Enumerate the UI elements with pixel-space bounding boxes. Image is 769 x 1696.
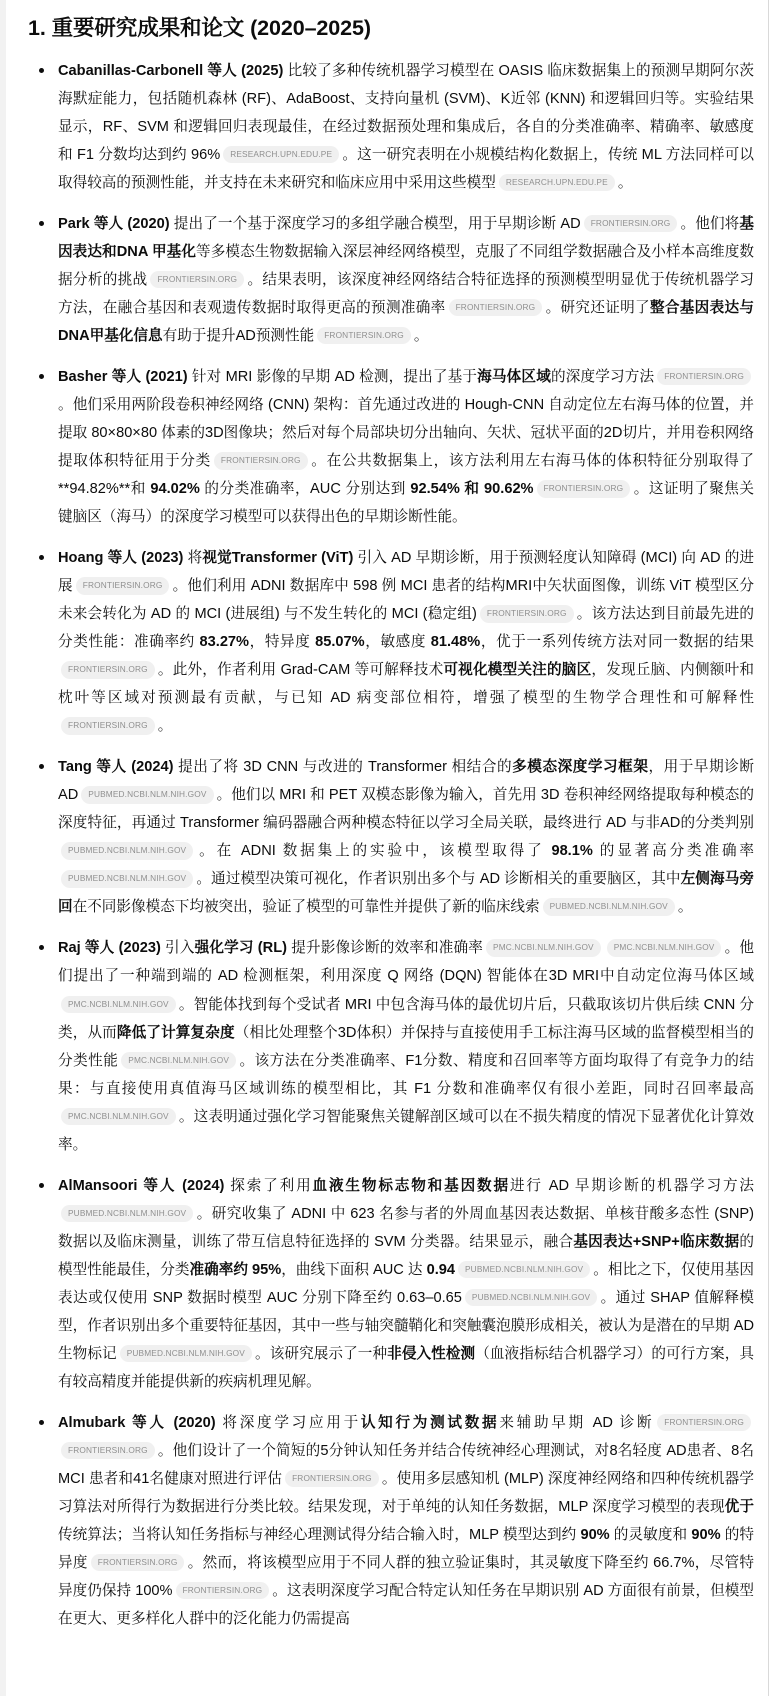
entry-author: Hoang 等人 (2023) (58, 550, 184, 567)
citation-badge[interactable]: RESEARCH.UPN.EDU.PE (499, 174, 615, 191)
entry-author: Basher 等人 (2021) (58, 369, 188, 386)
citation-badge[interactable]: PMC.NCBI.NLM.NIH.GOV (121, 1052, 236, 1069)
entry-text: 等多模态生物数据输入深层神经网络模型，克服了不同组学数据融合及小样本高维度数据分析的挑战 (58, 244, 754, 289)
entry-text: ，用于早期诊断 AD (58, 759, 754, 804)
entry-metric: 85.07% (315, 634, 365, 651)
entry-text: 提出了一个基于深度学习的多组学融合模型，用于早期诊断 AD (169, 216, 581, 233)
entry-paragraph (58, 940, 754, 1152)
viewport-clip-edge (6, 1682, 768, 1696)
citation-badge[interactable]: PMC.NCBI.NLM.NIH.GOV (486, 939, 601, 956)
entry-author: Tang 等人 (2024) (58, 759, 174, 776)
entry-text: 。在公共数据集上，该方法利用左右海马体的体积特征分别取得了 **94.82%**和 (58, 453, 754, 498)
entry-text: ，曲线下面积 AUC 达 (281, 1261, 427, 1278)
citation-badge[interactable]: PUBMED.NCBI.NLM.NIH.GOV (61, 870, 193, 887)
entry-emphasis: 认知行为测试数据 (360, 1414, 500, 1431)
entry-text: 。该研究展示了一种 (254, 1345, 388, 1362)
entry-text: 提出了将 3D CNN 与改进的 Transformer 相结合的 (173, 759, 513, 776)
entry-text: 。这表明通过强化学习智能聚焦关键解剖区域可以在不损失精度的情况下显著优化计算效率。 (58, 1108, 754, 1153)
entry-emphasis: 左侧海马旁回 (58, 871, 754, 916)
entry-emphasis: 多模态深度学习框架 (512, 759, 649, 776)
entry-text: 。通过模型决策可视化，作者识别出多个与 AD 诊断相关的重要脑区，其中 (196, 871, 681, 888)
entry-text: 。这表明深度学习配合特定认知任务在早期识别 AD 方面很有前景，但模型在更大、更多样化人群中的泛化能力仍需提高 (58, 1582, 754, 1627)
entry-paragraph (58, 759, 754, 915)
entry-text: 。 (677, 899, 693, 916)
entry-text: 。 (617, 175, 633, 192)
entry-text: 引入 (160, 940, 195, 957)
entry-text: 的模型性能最佳，分类 (58, 1233, 754, 1278)
entry-text: 的特异度 (58, 1526, 754, 1571)
citation-badge[interactable]: FRONTIERSIN.ORG (584, 215, 678, 232)
entry-text: 来辅助早期 AD 诊断 (499, 1414, 655, 1431)
entry-author: Cabanillas-Carbonell 等人 (2025) (58, 63, 284, 80)
list-item-cabanillas-carbonell (22, 57, 754, 197)
entry-metric: 83.27% (199, 634, 250, 651)
entry-text: 。 (413, 328, 429, 345)
entry-text: 探索了利用 (224, 1177, 313, 1194)
citation-badge[interactable]: FRONTIERSIN.ORG (657, 1414, 751, 1431)
entry-text: 将 (183, 550, 203, 567)
entry-text: 。相比之下，仅使用基因表达或仅使用 SNP 数据时模型 AUC 分别下降至约 0.63–0.65 (58, 1261, 754, 1306)
entry-text: 。该方法在分类准确率、F1分数、精度和召回率等方面均取得了有竞争力的结果：与直接使用真值海马区域训练的模型相比，其 F1 分数和准确率仅有很小差距，同时召回率最高 (58, 1052, 754, 1097)
entry-text: 。他们提出了一种端到端的 AD 检测框架，利用深度 Q 网络 (DQN) 智能体在3D MRI中自动定位海马体区域 (58, 940, 754, 985)
entry-text: 。他们将 (680, 216, 740, 233)
entry-metric: 92.54% 和 90.62% (410, 481, 534, 498)
entry-text: 。他们采用两阶段卷积神经网络 (CNN) 架构：首先通过改进的 Hough-CNN 自动定位左右海马体的位置，并提取 80×80×80 体素的3D图像块；然后对每个局部块切分出轴向、矢状、冠状平面的2D切片，并用卷积网络提取体积特征用于分类 (58, 397, 754, 470)
entry-text: ，发现丘脑、内侧额叶和枕叶等区域对预测最有贡献，与已知 AD 病变部位相符，增强了模型的生物学合理性和可解释性 (58, 662, 754, 707)
entry-text: 。 (157, 718, 173, 735)
entry-text: 。智能体找到每个受试者 MRI 中包含海马体的最优切片后，只截取该切片供后续 CNN 分类，从而 (58, 996, 754, 1041)
entry-text: ，敏感度 (364, 634, 431, 651)
entry-metric: 94.02% (150, 481, 200, 498)
entry-text: 。他们以 MRI 和 PET 双模态影像为输入，首先用 3D 卷积神经网络提取每种模态的深度特征，再通过 Transformer 编码器融合两种模态特征以学习全局关联，最终进行 AD 与非AD的分类判别 (58, 787, 754, 832)
entry-paragraph (58, 1415, 754, 1627)
citation-badge[interactable]: PMC.NCBI.NLM.NIH.GOV (607, 939, 722, 956)
entry-text: 。使用多层感知机 (MLP) 深度神经网络和四种传统机器学习算法对所得行为数据进行分类比较。结果发现，对于单纯的认知任务数据，MLP 深度学习模型的表现 (58, 1470, 754, 1515)
entry-metric: 90% (580, 1526, 610, 1543)
entry-emphasis: 视觉Transformer (ViT) (202, 550, 354, 567)
citation-badge[interactable]: FRONTIERSIN.ORG (480, 605, 574, 622)
entry-text: 的显著高分类准确率 (592, 843, 754, 860)
entry-text: 。研究收集了 ADNI 中 623 名参与者的外周血基因表达数据、单核苷酸多态性 (SNP) 数据以及临床测量，训练了带互信息特征选择的 SVM 分类器。结果显示，融合 (58, 1205, 754, 1250)
entry-text: 。他们设计了一个简短的5分钟认知任务并结合传统神经心理测试，对8名轻度 AD患者、8名 MCI 患者和41名健康对照进行评估 (58, 1442, 754, 1487)
entry-paragraph (58, 63, 754, 191)
citation-badge[interactable]: FRONTIERSIN.ORG (214, 452, 308, 469)
entry-text: 在不同影像模态下均被突出，验证了模型的可靠性并提供了新的临床线索 (72, 899, 540, 916)
entry-author: Raj 等人 (2023) (58, 940, 161, 957)
list-item-hoang (22, 544, 754, 740)
citation-badge[interactable]: PUBMED.NCBI.NLM.NIH.GOV (61, 1205, 193, 1222)
list-item-almubark (22, 1409, 754, 1633)
citation-badge[interactable]: FRONTIERSIN.ORG (91, 1554, 185, 1571)
entry-paragraph (58, 550, 754, 734)
entry-paragraph (58, 1178, 754, 1390)
entry-paragraph (58, 216, 754, 344)
citation-badge[interactable]: PUBMED.NCBI.NLM.NIH.GOV (458, 1261, 590, 1278)
entry-text: 。此外，作者利用 Grad-CAM 等可解释技术 (157, 662, 444, 679)
citation-badge[interactable]: PMC.NCBI.NLM.NIH.GOV (61, 1108, 176, 1125)
entry-author: Almubark 等人 (2020) (58, 1414, 216, 1431)
entry-text: 提升影像诊断的效率和准确率 (286, 940, 484, 957)
list-item-almansoori (22, 1172, 754, 1396)
entry-author: Park 等人 (2020) (58, 216, 170, 233)
citation-badge[interactable]: FRONTIERSIN.ORG (150, 271, 244, 288)
entry-text: 。研究还证明了 (545, 300, 650, 317)
entry-text: 。在 ADNI 数据集上的实验中，该模型取得了 (196, 843, 552, 860)
citation-badge[interactable]: FRONTIERSIN.ORG (537, 480, 631, 497)
entry-text: 针对 MRI 影像的早期 AD 检测，提出了基于 (187, 369, 478, 386)
citation-badge[interactable]: FRONTIERSIN.ORG (317, 327, 411, 344)
entry-emphasis: 整合基因表达与DNA甲基化信息 (58, 300, 754, 345)
citation-badge[interactable]: PUBMED.NCBI.NLM.NIH.GOV (81, 786, 213, 803)
entry-text: 。这一研究表明在小规模结构化数据上，传统 ML 方法同样可以取得较高的预测性能，并支持在未来研究和临床应用中采用这些模型 (58, 147, 754, 192)
entry-emphasis: 基因表达和DNA 甲基化 (58, 216, 754, 261)
citation-badge[interactable]: RESEARCH.UPN.EDU.PE (223, 146, 339, 163)
entry-text: 。然而，将该模型应用于不同人群的独立验证集时，其灵敏度下降至约 66.7%，尽管特异度仍保持 100% (58, 1554, 754, 1599)
citation-badge[interactable]: PMC.NCBI.NLM.NIH.GOV (61, 996, 176, 1013)
entry-emphasis: 强化学习 (RL) (194, 940, 287, 957)
bullet-dot-icon (39, 374, 44, 379)
citation-badge[interactable]: FRONTIERSIN.ORG (61, 661, 155, 678)
entry-emphasis: 可视化模型关注的脑区 (443, 662, 592, 679)
citation-badge[interactable]: PUBMED.NCBI.NLM.NIH.GOV (61, 842, 193, 859)
citation-badge[interactable]: FRONTIERSIN.ORG (61, 1442, 155, 1459)
entry-text: 。通过 SHAP 值解释模型，作者识别出多个重要特征基因，其中一些与轴突髓鞘化和突触囊泡膜形成相关，被认为是潜在的早期 AD 生物标记 (58, 1289, 754, 1362)
entry-author: AlMansoori 等人 (2024) (58, 1177, 225, 1194)
bullet-dot-icon (39, 1183, 44, 1188)
entry-emphasis: 降低了计算复杂度 (116, 1024, 235, 1041)
entry-text: 的分类准确率，AUC 分别达到 (199, 481, 411, 498)
entry-text: 进行 AD 早期诊断的机器学习方法 (509, 1177, 754, 1194)
entry-emphasis: 非侵入性检测 (387, 1345, 476, 1362)
entry-text: 的灵敏度和 (609, 1526, 692, 1543)
entry-metric: 98.1% (551, 843, 593, 860)
entry-metric: 81.48% (430, 634, 481, 651)
entry-text: 。他们利用 ADNI 数据库中 598 例 MCI 患者的结构MRI中矢状面图像，训练 ViT 模型区分未来会转化为 AD 的 MCI (进展组) 与不发生转化的 MCI (稳定组) (58, 578, 754, 623)
citation-badge[interactable]: FRONTIERSIN.ORG (449, 299, 543, 316)
research-entry-list (22, 57, 754, 1633)
citation-badge[interactable]: PUBMED.NCBI.NLM.NIH.GOV (543, 898, 675, 915)
citation-badge[interactable]: FRONTIERSIN.ORG (176, 1582, 270, 1599)
citation-badge[interactable]: FRONTIERSIN.ORG (285, 1470, 379, 1487)
entry-text: 。该方法达到目前最先进的分类性能：准确率约 (58, 606, 754, 651)
page-title: 1. 重要研究成果和论文 (2020–2025) (28, 16, 371, 40)
bullet-dot-icon (39, 221, 44, 226)
bullet-dot-icon (39, 555, 44, 560)
list-item-basher (22, 363, 754, 531)
citation-badge[interactable]: FRONTIERSIN.ORG (61, 717, 155, 734)
entry-text: ，优于一系列传统方法对同一数据的结果 (480, 634, 754, 651)
list-item-raj (22, 934, 754, 1158)
bullet-dot-icon (39, 1420, 44, 1425)
entry-text: ，特异度 (249, 634, 316, 651)
bullet-dot-icon (39, 68, 44, 73)
entry-text: 比较了多种传统机器学习模型在 OASIS 临床数据集上的预测早期阿尔茨海默症能力，包括随机森林 (RF)、AdaBoost、支持向量机 (SVM)、K近邻 (KNN) 和逻辑回归等。实验结果显示，RF、SVM 和逻辑回归表现最佳，在经过数据预处理和集成后，各自的分类准确率、精确率、敏感度和 F1 分数均达到约 96% (58, 63, 754, 164)
entry-text: 。这证明了聚焦关键脑区（海马）的深度学习模型可以获得出色的早期诊断性能。 (58, 481, 754, 526)
entry-text: 有助于提升AD预测性能 (162, 328, 315, 345)
document-content (6, 0, 768, 1633)
citation-badge[interactable]: FRONTIERSIN.ORG (76, 577, 170, 594)
entry-emphasis: 优于 (724, 1498, 754, 1515)
entry-emphasis: 海马体区域 (477, 369, 551, 386)
entry-text: 将深度学习应用于 (215, 1414, 361, 1431)
entry-text: 。结果表明，该深度神经网络结合特征选择的预测模型明显优于传统机器学习方法，在融合基因和表观遗传数据时取得更高的预测准确率 (58, 272, 754, 317)
entry-emphasis: 基因表达+SNP+临床数据 (573, 1233, 740, 1250)
citation-badge[interactable]: PUBMED.NCBI.NLM.NIH.GOV (120, 1345, 252, 1362)
list-item-tang (22, 753, 754, 921)
bullet-dot-icon (39, 945, 44, 950)
entry-paragraph (58, 369, 754, 525)
entry-text: 的深度学习方法 (550, 369, 655, 386)
citation-badge[interactable]: FRONTIERSIN.ORG (657, 368, 751, 385)
entry-metric: 准确率约 95% (189, 1261, 282, 1278)
entry-text: （相比处理整个3D体积）并保持与直接使用手工标注海马区域的监督模型相当的分类性能 (58, 1024, 754, 1069)
entry-text: （血液指标结合机器学习）的可行方案，具有较高精度并能提供新的疾病机理见解。 (58, 1345, 754, 1390)
list-item-park (22, 210, 754, 350)
entry-metric: 0.94 (426, 1261, 455, 1278)
entry-emphasis: 血液生物标志物和基因数据 (312, 1177, 510, 1194)
entry-metric: 90% (691, 1526, 721, 1543)
citation-badge[interactable]: PUBMED.NCBI.NLM.NIH.GOV (465, 1289, 597, 1306)
entry-text: 传统算法；当将认知任务指标与神经心理测试得分结合输入时，MLP 模型达到约 (58, 1526, 581, 1543)
entry-text: 引入 AD 早期诊断，用于预测轻度认知障碍 (MCI) 向 AD 的进展 (58, 550, 755, 595)
bullet-dot-icon (39, 764, 44, 769)
